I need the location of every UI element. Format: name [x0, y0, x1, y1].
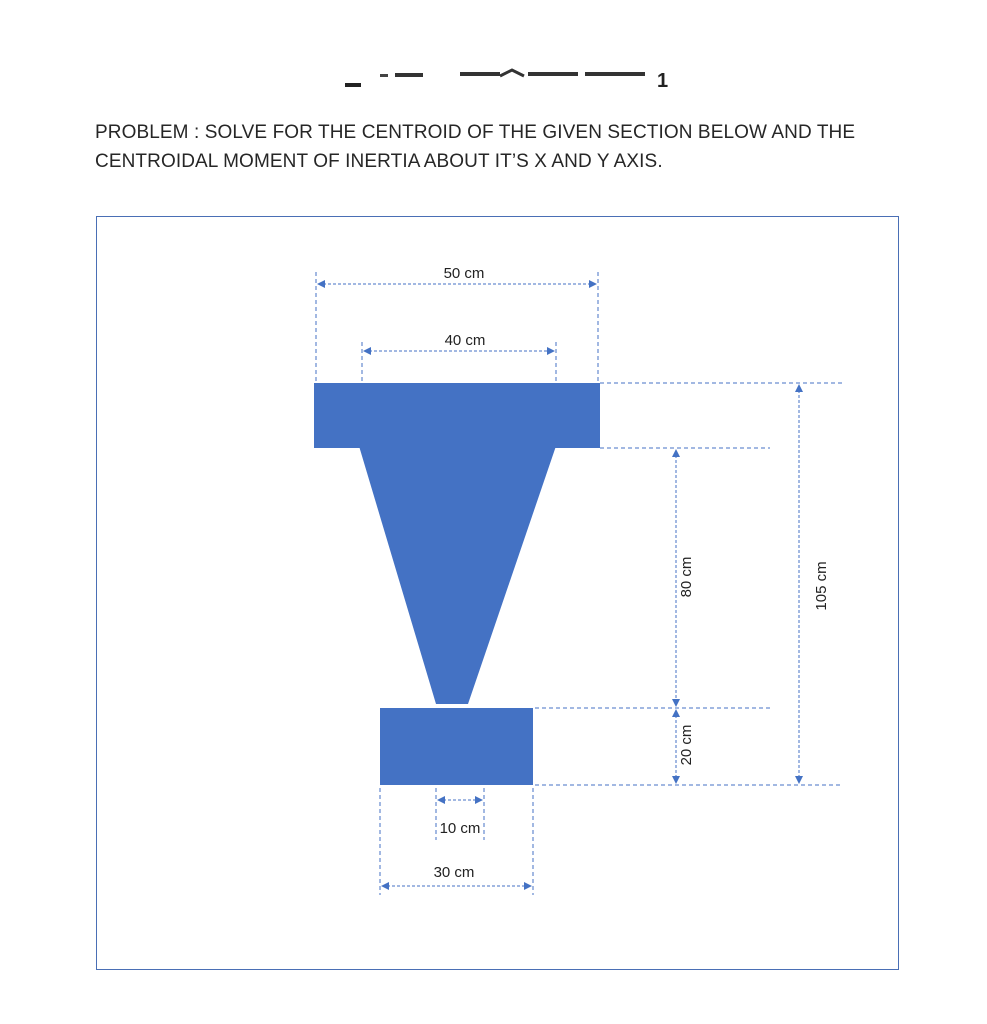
tapered-web — [359, 446, 556, 704]
label-base-height: 20 cm — [678, 724, 695, 766]
section-shape — [314, 383, 600, 785]
header-number: 1 — [657, 70, 669, 92]
label-base-width: 30 cm — [433, 864, 475, 881]
problem-line-2: CENTROIDAL MOMENT OF INERTIA ABOUT IT’S X AND Y AXIS. — [95, 151, 663, 172]
label-total-height: 105 cm — [813, 561, 830, 611]
bottom-flange — [380, 708, 533, 785]
top-flange — [314, 383, 600, 448]
extension-lines — [316, 272, 842, 895]
label-web-height: 80 cm — [678, 556, 695, 598]
label-inner-width: 40 cm — [444, 332, 486, 349]
dimension-lines — [318, 284, 799, 886]
label-web-bottom-width: 10 cm — [439, 820, 481, 837]
label-top-width: 50 cm — [443, 265, 485, 282]
problem-line-1: PROBLEM : SOLVE FOR THE CENTROID OF THE GIVEN SECTION BELOW AND THE — [95, 122, 856, 143]
